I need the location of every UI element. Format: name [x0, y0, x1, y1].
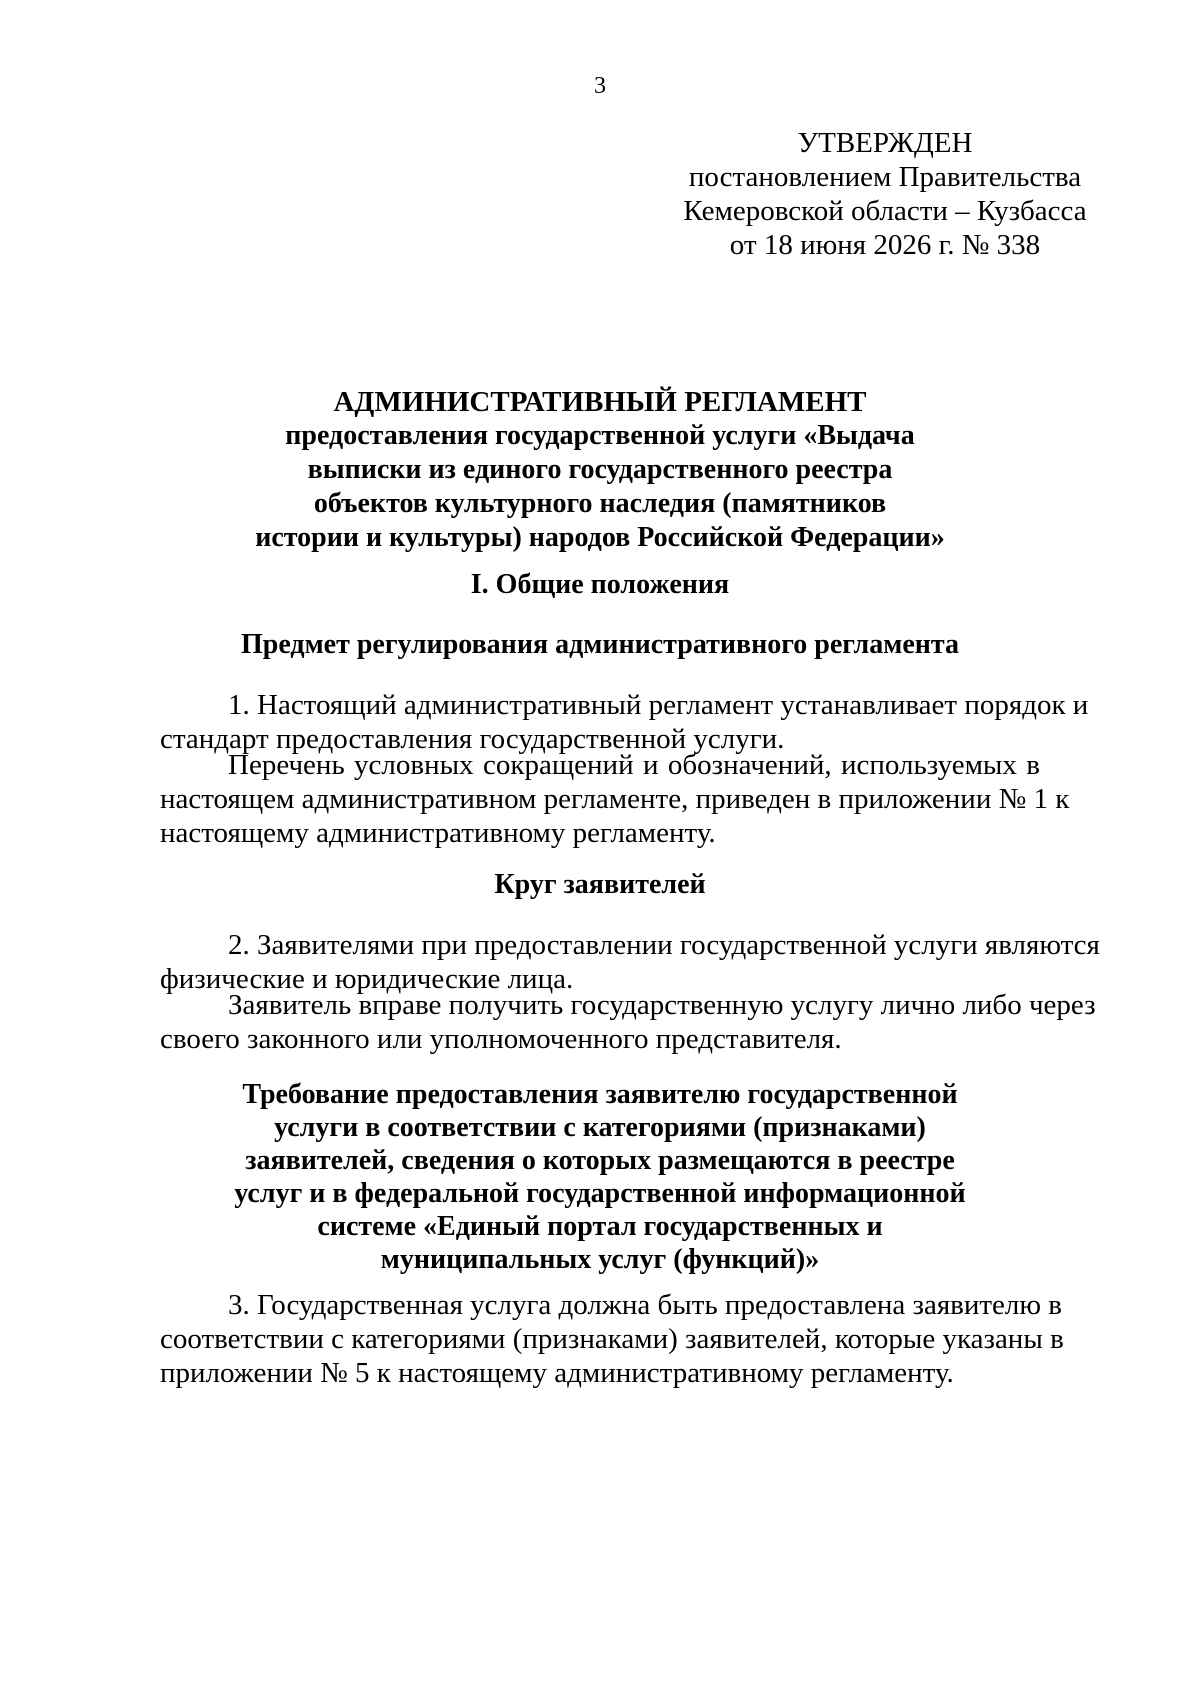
paragraph: [160, 1288, 1064, 1390]
paragraph-line: физические и юридические лица.: [160, 963, 574, 995]
paragraph-line: Перечень условных сокращений и обозначений, используемых в: [228, 749, 1040, 781]
paragraph-line: 1. Настоящий административный регламент устанавливает порядок и: [228, 689, 1089, 721]
paragraph: [160, 928, 1100, 996]
paragraph-line: своего законного или уполномоченного представителя.: [160, 1023, 842, 1055]
subsection-heading: [200, 1078, 1000, 1276]
title-sub-line: объектов культурного наследия (памятников: [313, 488, 887, 519]
subsection-heading: Круг заявителей: [494, 869, 706, 900]
approval-line: постановлением Правительства: [688, 161, 1082, 193]
paragraph-line: соответствии с категориями (признаками) заявителей, которые указаны в: [160, 1323, 1064, 1355]
approval-line: Кемеровской области – Кузбасса: [683, 195, 1087, 227]
approval-line: от 18 июня 2026 г. № 338: [729, 229, 1041, 261]
heading-line: заявителей, сведения о которых размещаются в реестре: [245, 1145, 955, 1176]
heading-line: услуг и в федеральной государственной информационной: [234, 1178, 966, 1209]
approval-line: УТВЕРЖДЕН: [797, 127, 973, 159]
paragraph-line: Заявитель вправе получить государственную услугу лично либо через: [228, 989, 1096, 1021]
paragraph-line: 2. Заявителями при предоставлении государственной услуги являются: [228, 929, 1100, 961]
paragraph: [160, 688, 1089, 756]
subsection-heading: Предмет регулирования административного регламента: [241, 629, 959, 660]
paragraph-line: приложении № 5 к настоящему административному регламенту.: [160, 1357, 954, 1389]
title-main: АДМИНИСТРАТИВНЫЙ РЕГЛАМЕНТ: [333, 386, 867, 418]
approval-stamp: [650, 126, 1120, 262]
heading-line: Требование предоставления заявителю государственной: [242, 1079, 958, 1110]
heading-line: системе «Единый портал государственных и: [317, 1211, 883, 1242]
paragraph-line: стандарт предоставления государственной услуги.: [160, 723, 785, 755]
paragraph-line: настоящем административном регламенте, приведен в приложении № 1 к: [160, 783, 1070, 815]
paragraph-line: настоящему административному регламенту.: [160, 817, 716, 849]
title-sub-line: предоставления государственной услуги «Выдача: [285, 420, 915, 451]
paragraph: [160, 748, 1070, 850]
document-title: [220, 385, 980, 555]
title-sub-line: истории и культуры) народов Российской Федерации»: [255, 522, 945, 553]
heading-line: услуги в соответствии с категориями (признаками): [274, 1112, 926, 1143]
paragraph-line: 3. Государственная услуга должна быть предоставлена заявителю в: [228, 1289, 1062, 1321]
heading-line: муниципальных услуг (функций)»: [380, 1244, 820, 1275]
title-sub-line: выписки из единого государственного реестра: [307, 454, 893, 485]
paragraph: [160, 988, 1096, 1056]
page-number: 3: [594, 73, 606, 99]
section-heading: I. Общие положения: [470, 569, 730, 600]
